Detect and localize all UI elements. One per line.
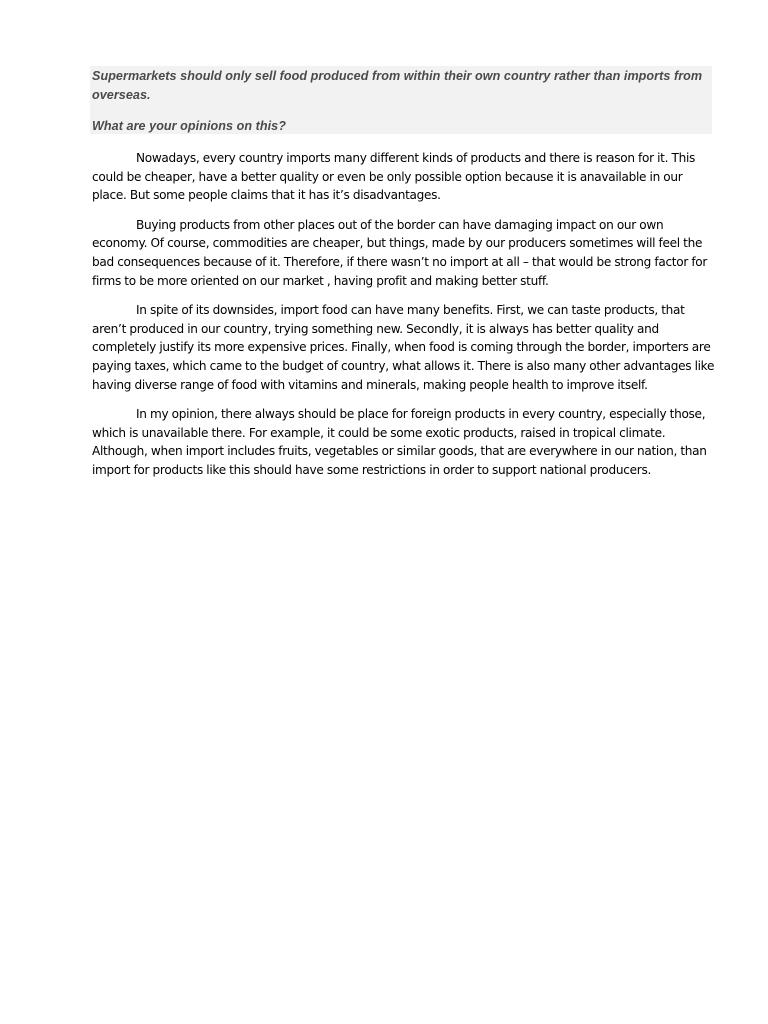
prompt-statement-line-1: Supermarkets should only sell food produced from within their own country rather than imports from [92, 69, 703, 83]
essay-body [92, 149, 716, 491]
essay-paragraph-disadvantages: Buying products from other places out of the border can have damaging impact on our own economy. Of course, commodities are cheaper, but things, made by our producers sometimes will feel the bad consequences because of it. Therefore, if there wasn’t no import at all – that would be strong factor for firms to be more oriented on our market , having profit and making better stuff. [92, 217, 708, 288]
essay-paragraph-benefits: In spite of its downsides, import food can have many benefits. First, we can taste products, that aren’t produced in our country, trying something new. Secondly, it is always has better quality and completely justify its more expensive prices. Finally, when food is coming through the border, importers are paying taxes, which came to the budget of country, what allows it. There is also many other advantages like having diverse range of food with vitamins and minerals, making people health to improve itself. [92, 303, 715, 392]
prompt-statement-line-2: overseas. [92, 88, 151, 102]
essay-paragraph-intro: Nowadays, every country imports many different kinds of products and there is reason for it. This could be cheaper, have a better quality or even be only possible option because it is anavailable in our place. But some people claims that it has it’s disadvantages. [92, 151, 696, 203]
prompt-question: What are your opinions on this? [92, 119, 286, 133]
essay-paragraph-conclusion: In my opinion, there always should be place for foreign products in every country, especially those, which is unavailable there. For example, it could be some exotic products, raised in tropical climate. Although, when import includes fruits, vegetables or similar goods, that are everywhere in our nation, than import for products like this should have some restrictions in order to support national producers. [92, 407, 707, 477]
